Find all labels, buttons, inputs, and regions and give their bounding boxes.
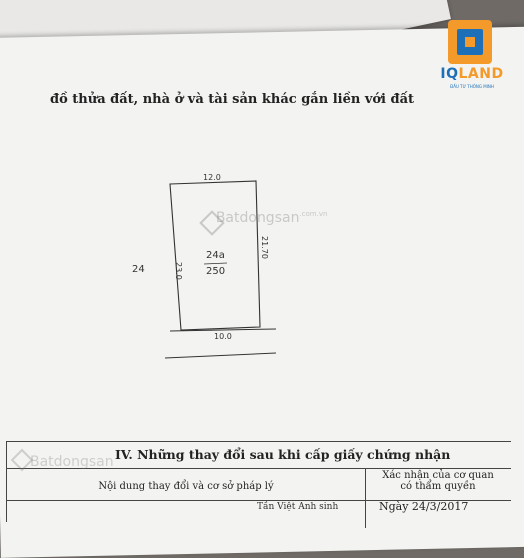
page-heading: đồ thửa đất, nhà ở và tài sản khác gắn liền với đất (50, 92, 415, 107)
logo-tagline: ĐẦU TƯ THÔNG MINH (450, 84, 494, 89)
watermark-2: Batdongsan (30, 454, 114, 470)
neighbor-parcel-label: 24 (132, 264, 145, 275)
logo-name: IQLAND (440, 66, 504, 82)
parcel-number: 24a (206, 250, 225, 261)
bottom-edge-length: 10.0 (214, 332, 232, 341)
right-edge-length: 21.70 (260, 236, 269, 259)
handwritten-date: Ngày 24/3/2017 (379, 500, 469, 513)
changes-table-title: IV. Những thay đổi sau khi cấp giấy chứng nhận (115, 447, 451, 462)
parcel-area: 250 (206, 266, 226, 277)
top-edge-length: 12.0 (203, 173, 221, 182)
handwritten-change-note: Tần Việt Anh sinh (257, 502, 339, 512)
parcel-divider (204, 263, 227, 264)
authority-confirmation-header: Xác nhận của cơ quan có thẩm quyền (382, 470, 494, 492)
watermark: Batdongsan$^{.com.vn}$ (215, 210, 328, 226)
road-line (165, 353, 276, 358)
changes-content-header: Nội dung thay đổi và cơ sở pháp lý (98, 481, 274, 492)
left-edge-length: 23.0 (174, 262, 183, 280)
